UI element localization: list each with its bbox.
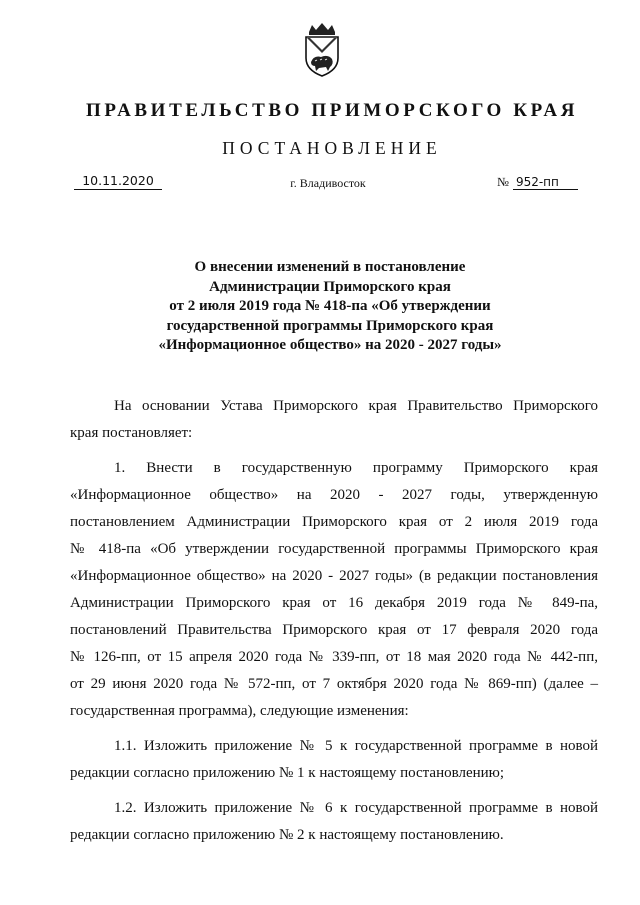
paragraph-line: № 418-па «Об утверждении государственной программы Приморского края: [70, 541, 598, 557]
paragraph-line: редакции согласно приложению № 1 к настоящему постановлению;: [70, 765, 505, 781]
paragraph-line: «Информационное общество» на 2020 - 2027 годы, утвержденную: [70, 487, 598, 503]
paragraph-line: редакции согласно приложению № 2 к настоящему постановлению.: [70, 827, 504, 843]
heading-line: от 2 июля 2019 года № 418-па «Об утверждении: [169, 298, 491, 314]
government-title: ПРАВИТЕЛЬСТВО ПРИМОРСКОГО КРАЯ: [85, 100, 579, 121]
document-body: [70, 393, 598, 849]
paragraph-line: государственная программа), следующие изменения:: [70, 703, 409, 719]
document-type: ПОСТАНОВЛЕНИЕ: [222, 138, 442, 158]
document-date: 10.11.2020: [74, 173, 162, 190]
paragraph-line: № 126-пп, от 15 апреля 2020 года № 339-пп, от 18 мая 2020 года № 442-пп,: [70, 649, 598, 665]
paragraph-line: «Информационное общество» на 2020 - 2027 годы» (в редакции постановления: [70, 568, 598, 584]
paragraph-line: постановлением Администрации Приморского края от 2 июля 2019 года: [70, 514, 598, 530]
heading-line: государственной программы Приморского края: [166, 317, 494, 334]
document-city: г. Владивосток: [290, 176, 366, 190]
paragraph-line: края постановляет:: [70, 425, 193, 441]
document-heading: [120, 258, 540, 356]
document-number-value: 952-пп: [513, 175, 578, 190]
primorsky-krai-coat-of-arms-icon: [301, 22, 343, 78]
heading-line: О внесении изменений в постановление: [194, 259, 466, 275]
heading-line: «Информационное общество» на 2020 - 2027 годы»: [158, 337, 502, 353]
item-1-1-paragraph: [70, 733, 598, 787]
item-1-paragraph: [70, 455, 598, 725]
item-1-2-paragraph: [70, 795, 598, 849]
paragraph-line: 1.2. Изложить приложение № 6 к государственной программе в новой: [114, 800, 598, 816]
paragraph-line: от 29 июня 2020 года № 572-пп, от 7 октября 2020 года № 869-пп) (далее –: [70, 676, 598, 692]
intro-paragraph: [70, 393, 598, 447]
paragraph-line: постановлений Правительства Приморского края от 17 февраля 2020 года: [70, 622, 598, 638]
paragraph-line: Администрации Приморского края от 16 декабря 2019 года № 849-па,: [70, 595, 598, 611]
heading-line: Администрации Приморского края: [209, 278, 451, 295]
paragraph-line: На основании Устава Приморского края Правительство Приморского: [114, 398, 598, 414]
document-number: [497, 175, 578, 190]
document-number-prefix: №: [497, 175, 509, 189]
paragraph-line: 1.1. Изложить приложение № 5 к государственной программе в новой: [114, 738, 598, 754]
paragraph-line: 1. Внести в государственную программу Приморского края: [114, 460, 598, 476]
